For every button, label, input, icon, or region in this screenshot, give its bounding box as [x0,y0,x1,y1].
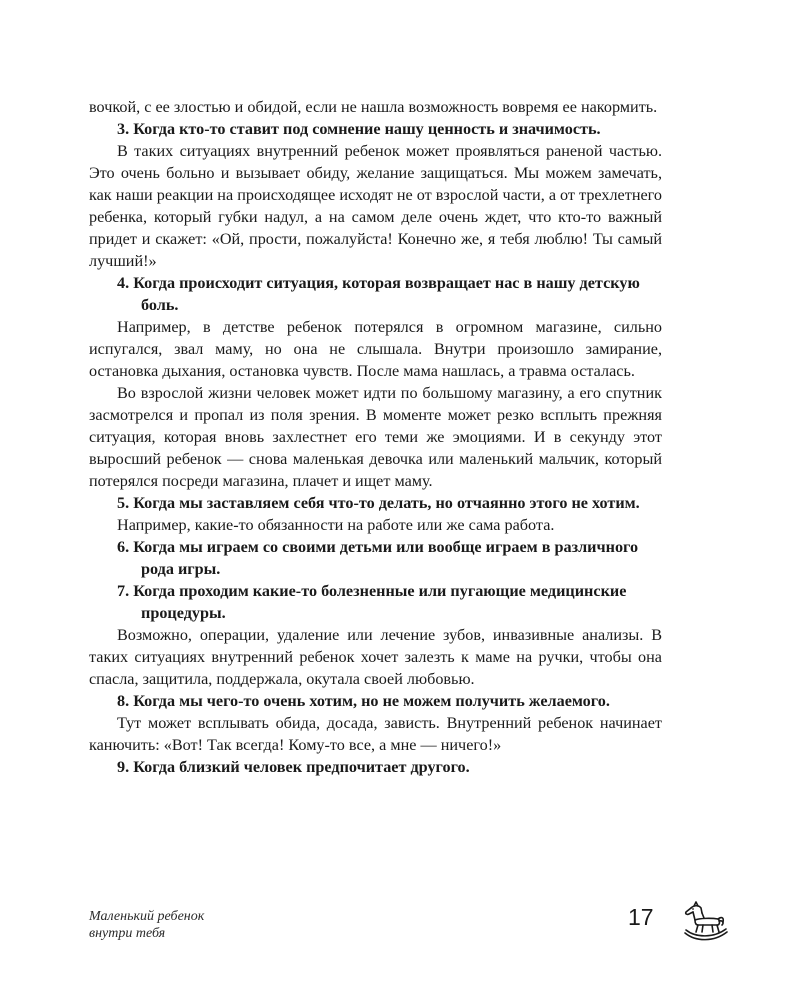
heading-5: 5. Когда мы заставляем себя что-то делать, но отчаянно этого не хотим. [117,494,640,512]
heading-4: 4. Когда происходит ситуация, которая возвращает нас в нашу детскую боль. [117,274,640,314]
heading-9: 9. Когда близкий человек предпочитает другого. [117,758,470,776]
heading-7: 7. Когда проходим какие-то болезненные или пугающие медицинские процедуры. [117,582,627,622]
book-title-line2: внутри тебя [89,926,166,941]
book-title-line1: Маленький ребенок [89,909,205,924]
intro-paragraph: вочкой, с ее злостью и обидой, если не нашла возможность вовремя ее накормить. [89,98,658,116]
paragraph-8: Тут может всплывать обида, досада, зависть. Внутренний ребенок начинает канючить: «Вот! Так всегда! Кому-то все, а мне — ничего!» [89,714,662,754]
heading-3: 3. Когда кто-то ставит под сомнение нашу ценность и значимость. [117,120,601,138]
paragraph-4a: Например, в детстве ребенок потерялся в огромном магазине, сильно испугался, звал маму, но она не слышала. Внутри произошло замирание, остановка дыхания, остановка чувств. После мама нашлась, а травма осталась. [89,318,662,380]
rocking-horse-icon [682,900,728,944]
page-body [89,96,662,778]
heading-8: 8. Когда мы чего-то очень хотим, но не можем получить желаемого. [117,692,610,710]
running-footer-title [89,908,204,942]
paragraph-4b: Во взрослой жизни человек может идти по большому магазину, а его спутник засмотрелся и пропал из поля зрения. В моменте может резко всплыть прежняя ситуация, которая вновь захлестнет его теми же эмоциями. И в секунду этот выросший ребенок — снова маленькая девочка или маленький мальчик, который потерялся посреди магазина, плачет и ищет маму. [89,384,662,490]
heading-6: 6. Когда мы играем со своими детьми или вообще играем в различного рода игры. [117,538,639,578]
paragraph-3: В таких ситуациях внутренний ребенок может проявляться раненой частью. Это очень больно и вызывает обиду, желание защищаться. Мы можем замечать, как наши реакции на происходящее исходят не от взрослой части, а от трехлетнего ребенка, который губки надул, а на самом деле очень ждет, что кто-то важный придет и скажет: «Ой, прости, пожалуйста! Конечно же, я тебя люблю! Ты самый лучший!» [89,142,662,270]
page-number: 17 [628,904,654,930]
paragraph-7: Возможно, операции, удаление или лечение зубов, инвазивные анализы. В таких ситуациях внутренний ребенок хочет залезть к маме на ручки, чтобы она спасла, защитила, поддержала, окутала своей любовью. [89,626,662,688]
paragraph-5: Например, какие-то обязанности на работе или же сама работа. [117,516,555,534]
